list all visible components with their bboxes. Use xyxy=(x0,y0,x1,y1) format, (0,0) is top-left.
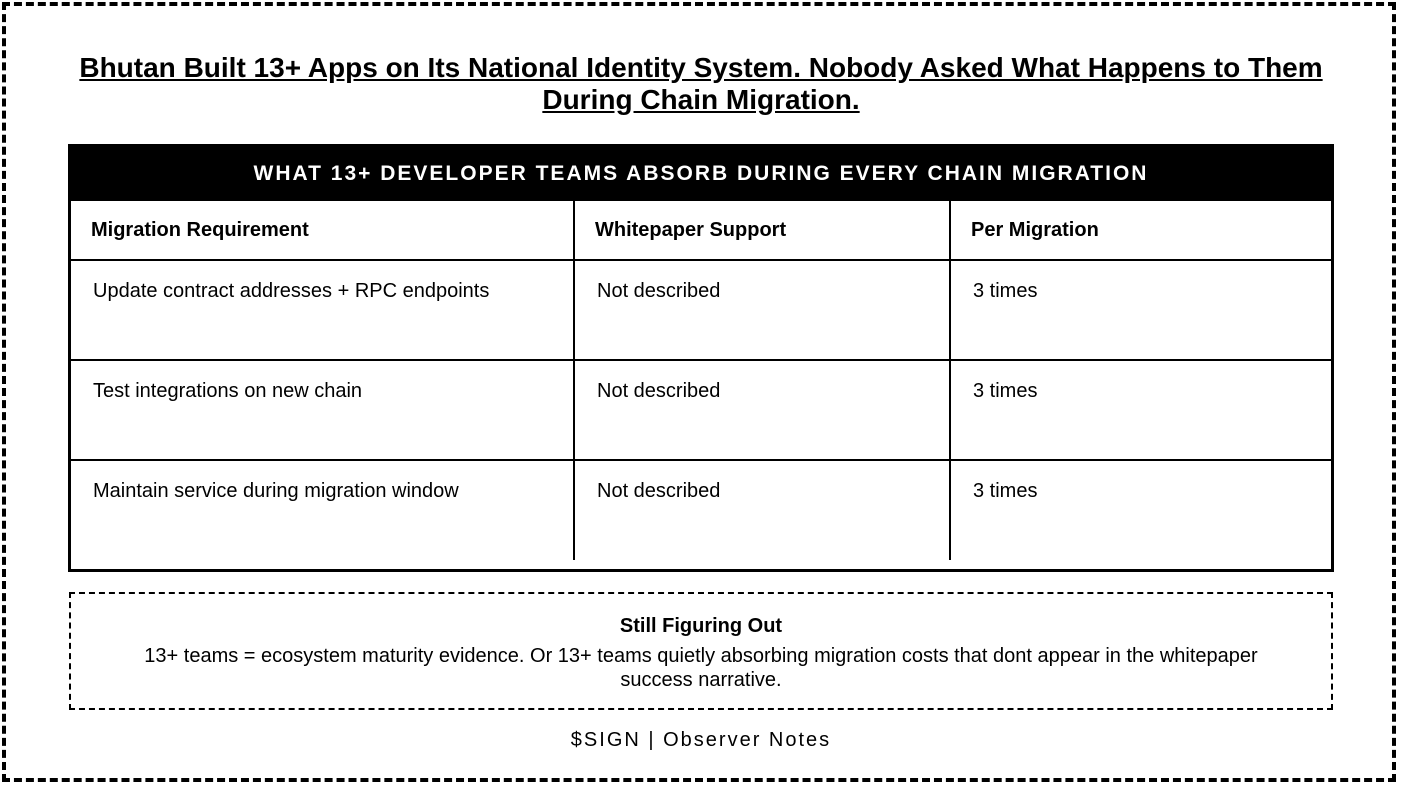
cell-whitepaper-support: Not described xyxy=(574,460,950,560)
cell-whitepaper-support: Not described xyxy=(574,260,950,360)
note-body: 13+ teams = ecosystem maturity evidence. Or 13+ teams quietly absorbing migration costs that dont appear in the whitepaper success narrative. xyxy=(144,645,1258,691)
table-header-row xyxy=(71,201,1331,260)
migration-table xyxy=(68,144,1334,572)
column-header-per-migration: Per Migration xyxy=(950,201,1331,260)
cell-per-migration: 3 times xyxy=(950,260,1331,360)
cell-requirement: Update contract addresses + RPC endpoints xyxy=(71,260,574,360)
note-title: Still Figuring Out xyxy=(619,615,783,637)
cell-requirement: Test integrations on new chain xyxy=(71,360,574,460)
table-banner: WHAT 13+ DEVELOPER TEAMS ABSORB DURING EVERY CHAIN MIGRATION xyxy=(71,147,1331,201)
footer-signature: $SIGN | Observer Notes xyxy=(570,729,832,751)
note-box xyxy=(69,592,1333,710)
column-header-whitepaper-support: Whitepaper Support xyxy=(574,201,950,260)
requirements-table xyxy=(71,201,1331,560)
table-row xyxy=(71,360,1331,460)
cell-per-migration: 3 times xyxy=(950,360,1331,460)
table-row xyxy=(71,260,1331,360)
cell-per-migration: 3 times xyxy=(950,460,1331,560)
cell-whitepaper-support: Not described xyxy=(574,360,950,460)
column-header-requirement: Migration Requirement xyxy=(71,201,574,260)
table-row xyxy=(71,460,1331,560)
page-title: Bhutan Built 13+ Apps on Its National Identity System. Nobody Asked What Happens to Them During Chain Migration. xyxy=(79,52,1323,115)
cell-requirement: Maintain service during migration window xyxy=(71,460,574,560)
